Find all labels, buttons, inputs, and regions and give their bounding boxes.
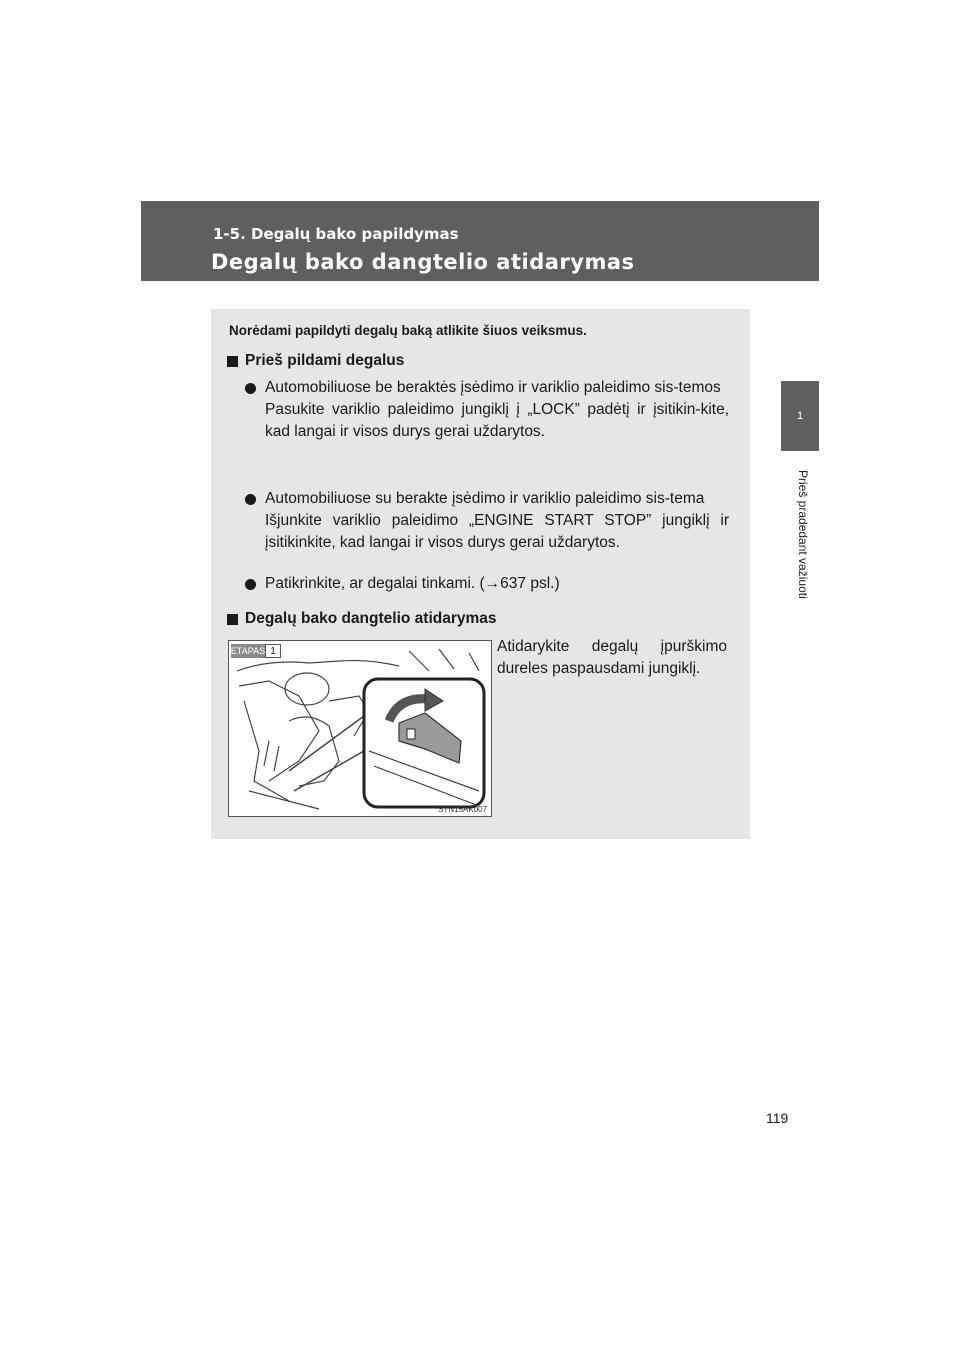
list-item xyxy=(245,377,729,443)
chapter-number: 1 xyxy=(796,410,804,422)
section-heading-text: Degalų bako dangtelio atidarymas xyxy=(245,610,497,627)
list-item xyxy=(245,573,729,595)
bullet-title: Patikrinkite, ar degalai tinkami. (→637 psl.) xyxy=(265,575,560,592)
fuel-door-illustration xyxy=(228,640,492,817)
content-box xyxy=(211,309,750,839)
square-bullet-icon xyxy=(227,614,238,625)
list-item xyxy=(245,488,729,554)
intro-text: Norėdami papildyti degalų baką atlikite šiuos veiksmus. xyxy=(229,323,587,338)
bullet-icon xyxy=(245,579,256,590)
bullet-title: Automobiliuose be beraktės įsėdimo ir variklio paleidimo sis-temos xyxy=(265,379,721,396)
chapter-label: Prieš pradedant važiuoti xyxy=(796,470,810,599)
bullet-body: Išjunkite variklio paleidimo „ENGINE START STOP” jungiklį ir įsitikinkite, kad langai ir visos durys gerai uždarytos. xyxy=(265,512,729,551)
step-text: Atidarykite degalų įpurškimo dureles paspausdami jungiklį. xyxy=(497,638,727,677)
fuel-pump-icon xyxy=(407,729,415,739)
chapter-tab xyxy=(781,381,819,451)
page-number: 119 xyxy=(766,1110,789,1126)
bullet-icon xyxy=(245,494,256,505)
section-heading-before-fueling xyxy=(227,352,404,370)
square-bullet-icon xyxy=(227,356,238,367)
section-title: 1-5. Degalų bako papildymas xyxy=(213,225,459,243)
image-code: STN15AK007 xyxy=(438,805,487,814)
bullet-icon xyxy=(245,383,256,394)
section-heading-opening-cap xyxy=(227,610,497,628)
bullet-title: Automobiliuose su berakte įsėdimo ir variklio paleidimo sis-tema xyxy=(265,490,705,507)
step-number: 1 xyxy=(265,644,281,658)
step-label: ETAPAS xyxy=(230,646,266,656)
bullet-body: Pasukite variklio paleidimo jungiklį į „LOCK” padėtį ir įsitikin-kite, kad langai ir visos durys gerai uždarytos. xyxy=(265,401,729,440)
page-title: Degalų bako dangtelio atidarymas xyxy=(211,250,635,274)
car-interior-drawing xyxy=(229,641,491,816)
section-heading-text: Prieš pildami degalus xyxy=(245,352,405,369)
header-band xyxy=(141,201,819,281)
